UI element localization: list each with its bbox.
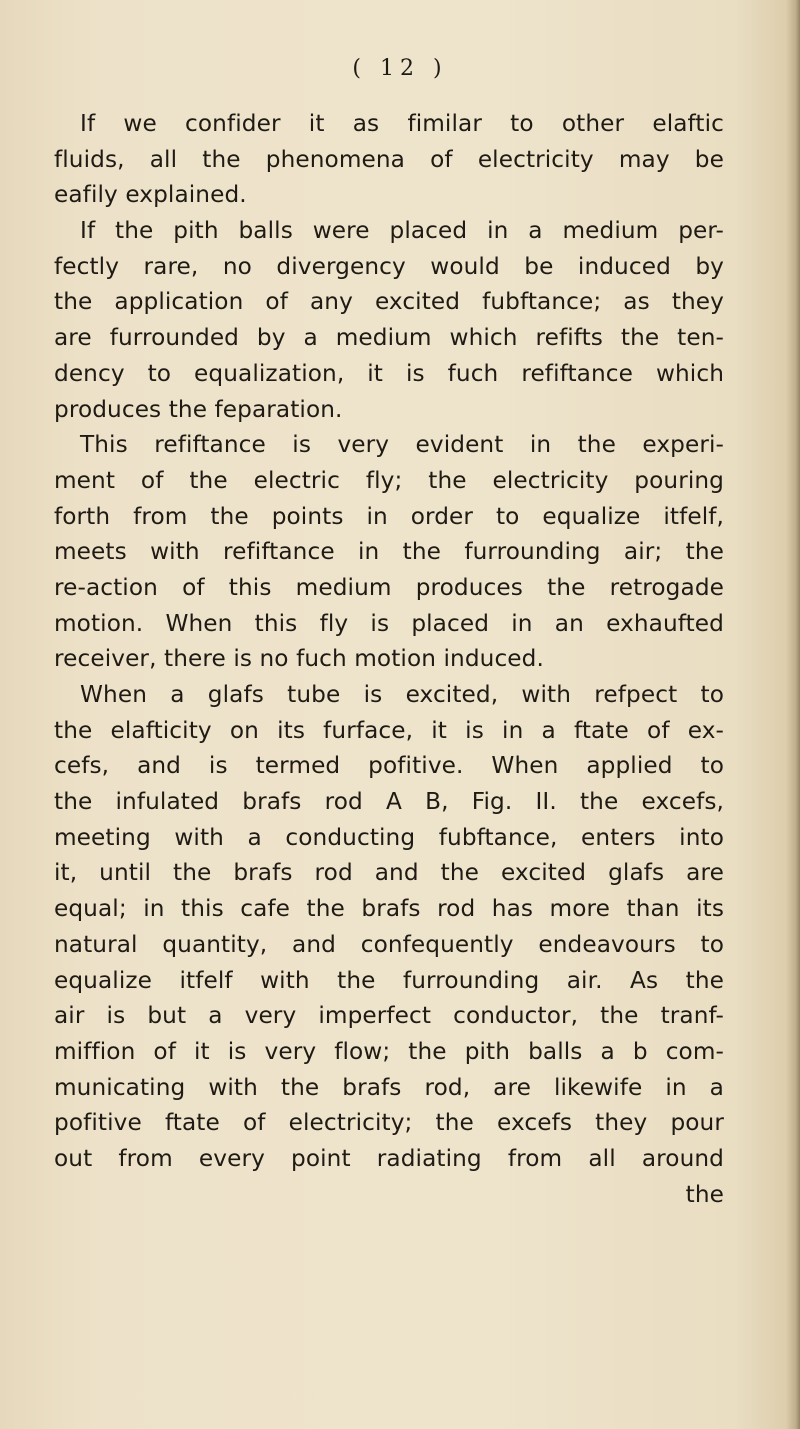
text-line: equalize itfelf with the furrounding air. As the	[54, 966, 724, 994]
text-line: fluids, all the phenomena of electricity may be	[54, 145, 724, 173]
text-line: forth from the points in order to equalize itfelf,	[54, 502, 724, 530]
text-line: If we confider it as fimilar to other elaftic	[80, 110, 724, 137]
page-number: ( 12 )	[352, 56, 448, 81]
text-line: miffion of it is very flow; the pith balls a b com-	[54, 1037, 724, 1065]
text-line: meeting with a conducting fubftance, enters into	[54, 823, 724, 851]
text-line: fectly rare, no divergency would be induced by	[54, 252, 724, 280]
text-line: the infulated brafs rod A B, Fig. II. the excefs,	[54, 788, 724, 816]
text-line: equal; in this cafe the brafs rod has more than its	[54, 895, 724, 923]
text-line: natural quantity, and confequently endeavours to	[54, 930, 724, 958]
text-line: air is but a very imperfect conductor, the tranf-	[54, 1002, 724, 1030]
body-text	[54, 106, 724, 1212]
page-edge-shadow	[786, 0, 800, 1429]
text-line: are furrounded by a medium which refifts the ten-	[54, 324, 724, 352]
text-line: re-action of this medium produces the retrogade	[54, 573, 724, 601]
text-line: ment of the electric fly; the electricity pouring	[54, 466, 724, 494]
text-line: the elafticity on its furface, it is in a ftate of ex-	[54, 716, 724, 744]
text-line: pofitive ftate of electricity; the excefs they pour	[54, 1109, 724, 1137]
text-line: cefs, and is termed pofitive. When applied to	[54, 752, 724, 780]
text-line: eafily explained.	[54, 181, 247, 209]
catchword: the	[685, 1180, 724, 1208]
text-line: If the pith balls were placed in a medium per-	[80, 217, 724, 245]
text-line: it, until the brafs rod and the excited glafs are	[54, 859, 724, 887]
text-line: motion. When this fly is placed in an exhaufted	[54, 609, 724, 637]
text-line: meets with refiftance in the furrounding air; the	[54, 538, 724, 566]
text-line: When a glafs tube is excited, with refpect to	[80, 681, 724, 708]
text-line: produces the feparation.	[54, 395, 343, 423]
text-line: out from every point radiating from all around	[54, 1144, 724, 1172]
text-line: dency to equalization, it is fuch refiftance which	[54, 359, 724, 387]
text-line: This refiftance is very evident in the experi-	[80, 431, 724, 459]
text-line: the application of any excited fubftance; as they	[54, 288, 724, 316]
text-line: receiver, there is no fuch motion induced.	[54, 645, 544, 673]
text-line: municating with the brafs rod, are likewife in a	[54, 1073, 724, 1101]
